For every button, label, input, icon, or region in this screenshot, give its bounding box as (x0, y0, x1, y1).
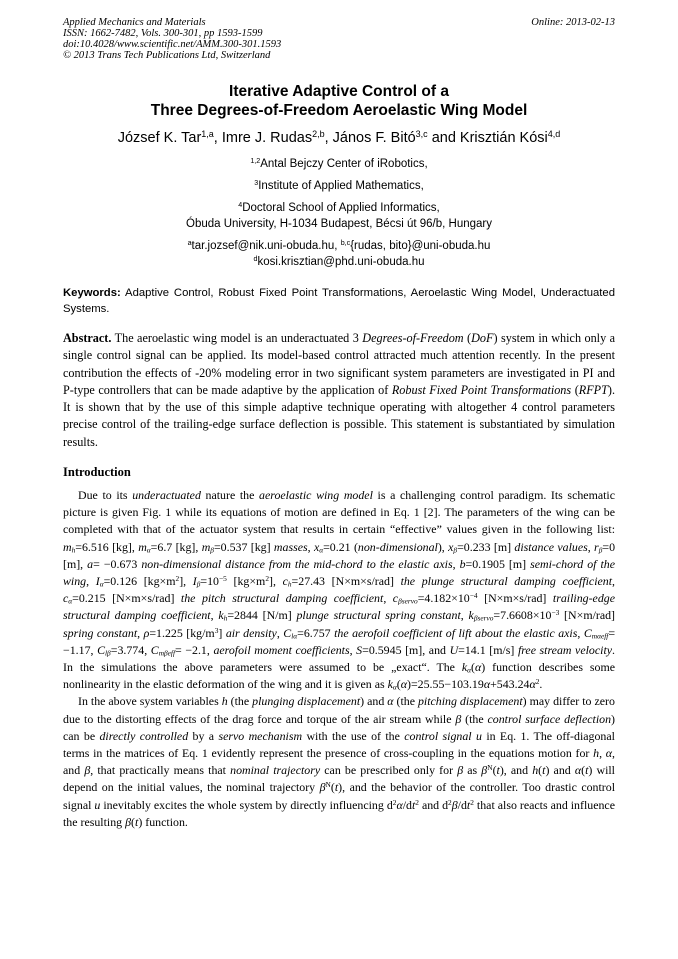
abstract-text: It is shown that by the use of this simple adaptive technique operating with altogether 4 control parameters precise control of the trailing-edge surface deflection is possible. This statement is substantiated by simulation results. (63, 400, 615, 449)
journal-name: Applied Mechanics and Materials (63, 17, 206, 28)
journal-issn: ISSN: 1662-7482, Vols. 300-301, pp 1593-1599 (63, 28, 263, 39)
email-sup: d (253, 255, 258, 264)
email-sup: a (187, 239, 192, 248)
aff-text: Doctoral School of Applied Informatics, (242, 202, 440, 214)
introduction-body (63, 487, 615, 831)
online-date: Online: 2013-02-13 (531, 17, 615, 28)
affiliation (20, 200, 658, 216)
journal-header (63, 17, 615, 61)
journal-copyright: © 2013 Trans Tech Publications Ltd, Switzerland (63, 50, 271, 61)
paper-title (40, 82, 638, 120)
section-heading: Introduction (63, 465, 131, 479)
email-link[interactable]: tar.jozsef@nik.uni-obuda.hu, (191, 240, 338, 252)
author-sup: 3,c (415, 129, 428, 140)
keywords-label: Keywords: (63, 287, 121, 299)
author-sup: 1,a (201, 129, 214, 140)
abstract-term: Degrees-of-Freedom (362, 331, 464, 345)
abstract: Abstract. The aeroelastic wing model is an underactuated 3 Degrees-of-Freedom (DoF) system in which only a single control signal can be applied. Its model-based control attracted much attention recently. In the present contribution the effects of -20% modeling error in two significant system parameters are investigated in PI and P-type controllers that can be made adaptive by the application of Robust Fixed Point Transformations (RFPT). It is shown that by the use of this simple adaptive technique operating with altogether 4 control parameters precise control of the trailing-edge surface deflection is possible. This statement is substantiated by simulation results. (63, 331, 616, 449)
aff-sup: 3 (254, 179, 259, 188)
affiliation: Óbuda University, H-1034 Budapest, Bécsi út 96/b, Hungary (186, 218, 492, 230)
author: József K. Tar (117, 130, 202, 146)
abstract-term: DoF (471, 331, 494, 345)
email-line (20, 238, 658, 254)
affiliation (20, 178, 658, 194)
aff-text: Institute of Applied Mathematics, (258, 180, 424, 192)
abstract-term: RFPT (578, 382, 608, 397)
author-list: József K. Tar$^{1,a}$, Imre J. Rudas$^{2,b}$, János F. Bitó$^{3,c}$ and Krisztián Kósi$^{4,d}$ (117, 129, 561, 146)
email-sup: b,c (340, 239, 351, 248)
abstract-label: Abstract. (63, 331, 112, 345)
email-line (20, 254, 658, 270)
author-sup: 2,b (312, 129, 325, 140)
affiliation (20, 156, 658, 172)
abstract-text: The aeroelastic wing model is an underactuated 3 (114, 331, 359, 345)
aff-sup: 1,2 (250, 157, 261, 166)
author: János F. Bitó (332, 130, 416, 146)
abstract-text: system in which only a single control signal can be applied. Its model-based control attracted much attention recently. In the present contribution the effects of -20% modeling error in two significant system parameters are investigated in PI and P-type controllers that can be made adaptive by the application of (63, 331, 616, 397)
aff-sup: 4 (238, 201, 243, 210)
paragraph: In the above system variables h (the plunging displacement) and α (the pitching displacement) may differ to zero due to the distorting effects of the drag force and torque of the air stream while β (the control surface deflection) can be directly controlled by a servo mechanism with the use of the control signal u in Eq. 1. The off-diagonal terms in the matrices of Eq. 1 evidently represent the presence of cross-coupling in the equations motion for h, α, and β, that practically means that nominal trajectory can be prescribed only for β as $\beta^N(t)$, and h(t) and α(t) will depend on the initial values, the nominal trajectory $\beta^N(t)$, and the behavior of the controller. Too drastic control signal u inevitably excites the whole system by directly influencing $d^2\alpha/dt^2$ and $d^2\beta/dt^2$ that also reacts and influence the resulting β(t) function. (63, 694, 616, 829)
title-line-1: Iterative Adaptive Control of a (229, 83, 449, 100)
abstract-term: Robust Fixed Point Transformations (391, 382, 572, 397)
aff-text: Antal Bejczy Center of iRobotics, (260, 158, 428, 170)
email-link[interactable]: kosi.krisztian@phd.uni-obuda.hu (257, 256, 425, 268)
keywords (63, 285, 615, 317)
email-link[interactable]: {rudas, bito}@uni-obuda.hu (350, 240, 491, 252)
author: Krisztián Kósi (459, 130, 548, 146)
journal-doi: doi:10.4028/www.scientific.net/AMM.300-301.1593 (63, 39, 282, 50)
keywords-text: Adaptive Control, Robust Fixed Point Transformations, Aeroelastic Wing Model, Underactuated Systems. (63, 287, 616, 315)
author-sup: 4,d (547, 129, 561, 140)
paragraph: Due to its underactuated nature the aeroelastic wing model is a challenging control paradigm. Its schematic picture is given Fig. 1 while its equations of motion are defined in Eq. 1 [2]. The parameters of the wing can be completed with that of the actuator system that results in certain “effective” values given in the following list: $m_h=6.516$ [kg], $m_\alpha=6.7$ [kg], $m_\beta=0.537$ [kg] masses, $x_\alpha=0.21$ (non-dimensional), $x_\beta=0.233$ [m] distance values, $r_\beta=0$ [m], a= −0.673 non-dimensional distance from the mid-chord to the elastic axis, b=0.1905 [m] semi-chord of the wing, $I_\alpha=0.126$ $[kg\times m^2]$, $I_\beta=10^{-5}$ $[kg\times m^2]$, $c_h=27.43$ [N×m×s/rad] the plunge structural damping coefficient, $c_\alpha=0.215$ [N×m×s/rad] the pitch structural damping coefficient, $c_{\beta servo}=4.182\times 10^{-4}$ [N×m×s/rad] trailing-edge structural damping coefficient, $k_h=2844$ [N/m] plunge structural spring constant, $k_{\beta servo}=7.6608\times 10^{-3}$ [N×m/rad] spring constant, ρ=1.225 $[kg/m^3]$ air density, $C_{l\alpha}=6.757$ the aerofoil coefficient of lift about the elastic axis, $C_{m\alpha eff}= -1.17$, $C_{l\beta}=3.774$, $C_{m\beta eff}= -2.1$, aerofoil moment coefficients, S=0.5945 [m], and U=14.1 [m/s] free stream velocity. In the simulations the above parameters were assumed to be „exact“. The $k_\alpha(\alpha)$ function describes some nonlinearity in the elastic deformation of the wing and it is given as $k_\alpha(\alpha)=25.55-103.19\alpha+543.24\alpha^2$. (63, 488, 616, 692)
affiliations (20, 156, 658, 270)
author: Imre J. Rudas (221, 130, 313, 146)
title-line-2: Three Degrees-of-Freedom Aeroelastic Wing Model (150, 102, 528, 119)
